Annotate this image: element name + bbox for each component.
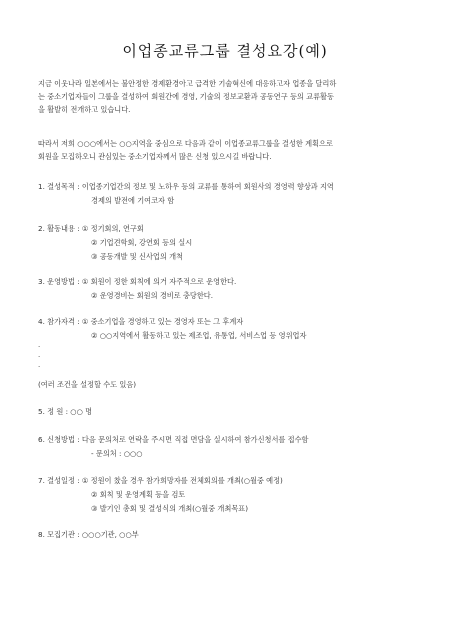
- section-6-contact: - 문의처 : ○○○: [91, 449, 143, 458]
- section-1-purpose-cont: 경제의 발전에 기여코자 함: [91, 196, 175, 205]
- intro-line-3: 을 활발히 전개하고 있습니다.: [38, 105, 131, 114]
- section-8-organizer: 8. 모집기관 : ○○○기관, ○○부: [38, 530, 139, 539]
- intro2-line-1: 따라서 저희 ○○○에서는 ○○지역을 중심으로 다음과 같이 이업종교류그룹을 결성한 계획으로: [38, 139, 333, 148]
- intro2-line-2: 회원을 모집하오니 관심있는 중소기업자께서 많은 신청 있으시길 바랍니다.: [38, 152, 272, 161]
- section-4-eligibility: 4. 참가자격 : ① 중소기업을 경영하고 있는 경영자 또는 그 후계자: [38, 317, 244, 326]
- section-2-activity-3: ③ 공동개발 및 신사업의 개척: [91, 252, 183, 261]
- section-3-operation: 3. 운영방법 : ① 회원이 정한 회칙에 의거 자주적으로 운영한다.: [38, 277, 237, 286]
- document-title: 이업종교류그룹 결성요강(예): [122, 42, 328, 60]
- intro-line-2: 는 중소기업자들이 그룹을 결성하여 회원간에 경영, 기술의 정보교환과 공동연구 등의 교류활동: [38, 92, 334, 101]
- section-4-eligibility-2: ② ○○지역에서 활동하고 있는 제조업, 유통업, 서비스업 등 영위업자: [91, 331, 307, 340]
- section-4-ellipsis-2: ·: [38, 353, 41, 361]
- section-6-application: 6. 신청방법 : 다음 문의처로 연락을 주시면 직접 면담을 실시하여 참가신청서를 접수함: [38, 435, 309, 444]
- section-7-schedule-3: ③ 발기인 총회 및 결성식의 개최(○월중 개최목표): [91, 504, 249, 513]
- section-4-ellipsis-1: ·: [38, 343, 41, 351]
- section-2-activities: 2. 활동내용 : ① 정기회의, 연구회: [38, 224, 144, 233]
- section-3-operation-2: ② 운영경비는 회원의 경비로 충당한다.: [91, 291, 214, 300]
- intro-line-1: 지금 이웃나라 일본에서는 불안정한 경제환경아고 급격한 기술혁신에 대응하고자 업종을 달리하: [38, 79, 337, 88]
- section-1-purpose: 1. 결성목적 : 이업종기업간의 정보 및 노하우 등의 교류를 통하여 회원사의 경영력 향상과 지역: [38, 182, 334, 191]
- section-7-schedule-2: ② 회칙 및 운영계획 등을 검토: [91, 490, 186, 499]
- section-7-schedule: 7. 결성일정 : ① 정원이 찼을 경우 참가희망자를 전체회의를 개최(○월중 예정): [38, 476, 283, 485]
- section-2-activity-2: ② 기업견학회, 강연회 등의 실시: [91, 238, 193, 247]
- section-5-capacity: 5. 정 원 : ○○ 명: [38, 407, 93, 416]
- section-4-ellipsis-3: ·: [38, 363, 41, 371]
- section-4-note: (여러 조건을 설정할 수도 있음): [38, 380, 137, 389]
